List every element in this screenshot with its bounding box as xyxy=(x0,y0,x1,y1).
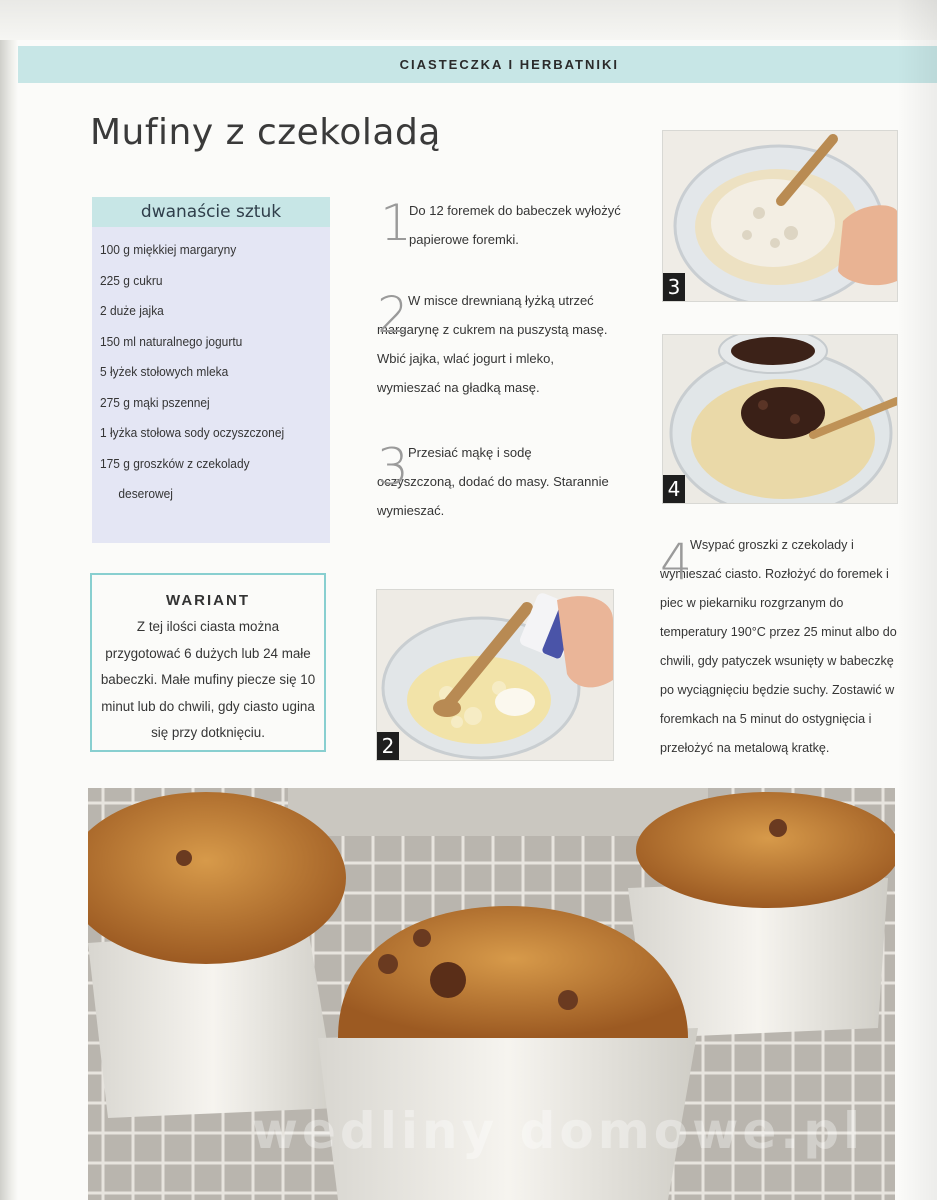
ingredient-item: 275 g mąki pszennej xyxy=(100,394,210,410)
step-number: 1 xyxy=(380,194,412,252)
photo-step-badge: 3 xyxy=(663,273,685,301)
section-header-band xyxy=(18,46,937,83)
ingredient-item-continuation: deserowej xyxy=(118,486,173,501)
ingredient-item-continued xyxy=(100,479,312,510)
step-text: Do 12 foremek do babeczek wyłożyć papierowe foremki. xyxy=(409,203,621,247)
step-photo-4 xyxy=(662,334,898,504)
page-top-margin xyxy=(0,0,937,40)
variant-title: WARIANT xyxy=(166,592,250,609)
photo-step-badge: 2 xyxy=(377,732,399,760)
recipe-title: Mufiny z czekoladą xyxy=(90,112,441,153)
step-number: 2 xyxy=(377,286,409,344)
page-binding-edge xyxy=(0,0,18,1200)
step-2 xyxy=(377,286,617,402)
step-photo-2 xyxy=(376,589,614,761)
step-4 xyxy=(660,531,900,763)
variant-text: Z tej ilości ciasta można przygotować 6 dużych lub 24 małe babeczki. Małe mufiny piecze się 10 minut lub do chwili, gdy ciasto ugina się przy dotknięciu. xyxy=(100,619,316,740)
photo-illustration xyxy=(663,131,897,301)
step-text: Przesiać mąkę i sodę oczyszczoną, dodać do masy. Starannie wymieszać. xyxy=(377,445,609,518)
step-number: 3 xyxy=(377,438,409,496)
step-number: 4 xyxy=(660,533,692,591)
ingredients-panel xyxy=(92,197,330,543)
section-title: CIASTECZKA I HERBATNIKI xyxy=(399,57,619,72)
step-photo-3 xyxy=(662,130,898,302)
ingredients-heading: dwanaście sztuk xyxy=(92,197,330,227)
step-text: W misce drewnianą łyżką utrzeć margarynę z cukrem na puszystą masę. Wbić jajka, wlać jogurt i mleko, wymieszać na gładką masę. xyxy=(377,293,608,395)
ingredient-item: 5 łyżek stołowych mleka xyxy=(100,364,229,379)
ingredient-item: 175 g groszków z czekolady xyxy=(100,455,250,471)
step-text: Wsypać groszki z czekolady i wymieszać ciasto. Rozłożyć do foremek i piec w piekarniku rozgrzanym do temperatury 190°C przez 25 minut albo do chwili, gdy patyczek wsunięty w babeczkę po wyciągnięciu będzie suchy. Zostawić w foremkach na 5 minut do ostygnięcia i przełożyć na metalową kratkę. xyxy=(660,538,897,755)
ingredient-item: 100 g miękkiej margaryny xyxy=(100,242,237,257)
ingredients-list xyxy=(92,227,330,510)
photo-illustration xyxy=(663,335,897,503)
ingredient-item: 1 łyżka stołowa sody oczyszczonej xyxy=(100,425,285,440)
finished-muffins-photo xyxy=(88,788,895,1200)
watermark-text: wedliny domowe.pl xyxy=(251,1102,865,1160)
ingredient-item: 225 g cukru xyxy=(100,272,163,288)
variant-box xyxy=(90,573,326,752)
step-1 xyxy=(378,196,638,254)
photo-illustration xyxy=(377,590,613,760)
step-3 xyxy=(377,438,613,525)
ingredient-item: 150 ml naturalnego jogurtu xyxy=(100,333,243,349)
page-right-shadow xyxy=(897,0,937,1200)
photo-step-badge: 4 xyxy=(663,475,685,503)
ingredient-item: 2 duże jajka xyxy=(100,303,164,318)
